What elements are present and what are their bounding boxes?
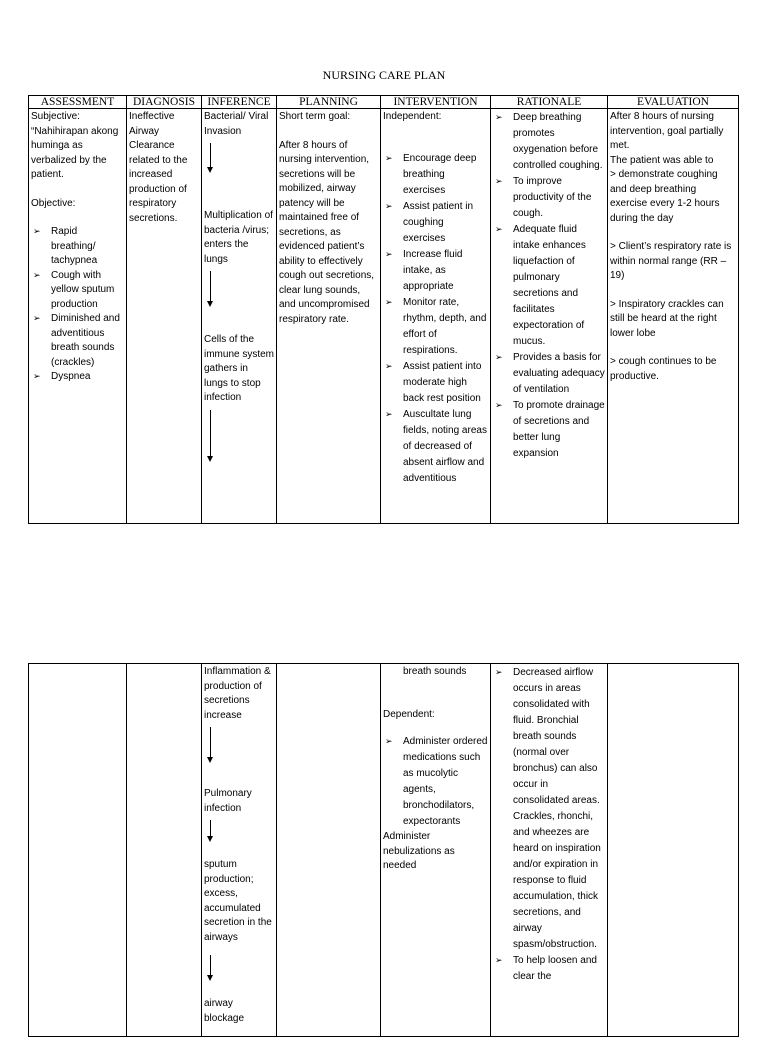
evaluation-point: > Client’s respiratory rate is within normal range (RR – 19)	[610, 241, 732, 281]
diagnosis-cell	[127, 664, 202, 1037]
list-item: ➢ To promote drainage of secretions and better lung expansion	[493, 398, 605, 462]
diagnosis-cell	[127, 109, 202, 524]
independent-label: Independent:	[383, 111, 442, 122]
list-item: ➢ Increase fluid intake, as appropriate	[383, 247, 488, 295]
inference-step: Multiplication of bacteria /virus; enters the lungs	[204, 210, 273, 265]
inference-cell	[202, 664, 277, 1037]
evaluation-cell	[608, 664, 739, 1037]
list-item: ➢ Rapid breathing/ tachypnea	[31, 225, 124, 269]
rationale-list	[493, 665, 605, 985]
list-item: ➢ Assist patient into moderate high back rest position	[383, 359, 488, 407]
objective-label: Objective:	[31, 197, 76, 209]
care-plan-table-page-1	[28, 95, 739, 524]
header-intervention: INTERVENTION	[381, 96, 491, 109]
list-item: ➢ Assist patient in coughing exercises	[383, 199, 488, 247]
inference-step: Bacterial/ Viral Invasion	[204, 111, 269, 137]
assessment-cell	[29, 664, 127, 1037]
care-plan-table-page-2	[28, 663, 739, 1037]
objective-list	[31, 225, 124, 385]
list-item: ➢ Cough with yellow sputum production	[31, 269, 124, 313]
down-arrow-icon	[206, 410, 216, 462]
list-item: ➢ To help loosen and clear the	[493, 953, 605, 985]
down-arrow-icon	[206, 727, 216, 763]
list-item: ➢ Provides a basis for evaluating adequacy of ventilation	[493, 350, 605, 398]
header-evaluation: EVALUATION	[608, 96, 739, 109]
inference-cell	[202, 109, 277, 524]
planning-cell	[277, 109, 381, 524]
plan-row	[29, 109, 739, 524]
intervention-list	[383, 151, 488, 487]
rationale-list	[493, 110, 605, 462]
header-planning: PLANNING	[277, 96, 381, 109]
header-inference: INFERENCE	[202, 96, 277, 109]
inference-step: Inflammation & production of secretions increase	[204, 666, 271, 721]
evaluation-point: > cough continues to be productive.	[610, 356, 717, 382]
list-item: ➢ Deep breathing promotes oxygenation before controlled coughing.	[493, 110, 605, 174]
evaluation-intro: After 8 hours of nursing intervention, goal partially met.	[610, 111, 724, 151]
evaluation-point: > demonstrate coughing and deep breathing exercise every 1-2 hours during the day	[610, 169, 720, 224]
down-arrow-icon	[206, 271, 216, 307]
inference-step: sputum production; excess, accumulated secretion in the airways	[204, 859, 272, 943]
list-item: ➢ Encourage deep breathing exercises	[383, 151, 488, 199]
list-item: ➢ Diminished and adventitious breath sounds (crackles)	[31, 312, 124, 370]
down-arrow-icon	[206, 820, 216, 842]
dependent-label: Dependent:	[383, 708, 435, 720]
plan-row	[29, 664, 739, 1037]
subjective-label: Subjective:	[31, 111, 80, 122]
page-title: NURSING CARE PLAN	[322, 68, 446, 82]
rationale-cell	[491, 109, 608, 524]
assessment-cell	[29, 109, 127, 524]
dependent-list	[383, 734, 488, 830]
goal-label: Short term goal:	[279, 111, 351, 122]
list-item: ➢ Administer ordered medications such as mucolytic agents, bronchodilators, expectorants	[383, 734, 488, 830]
intervention-cell	[381, 664, 491, 1037]
list-item: ➢ Auscultate lung fields, noting areas of decreased of absent airflow and adventitious	[383, 407, 488, 487]
header-assessment: ASSESSMENT	[29, 96, 127, 109]
header-diagnosis: DIAGNOSIS	[127, 96, 202, 109]
list-item: ➢ Decreased airflow occurs in areas consolidated with fluid. Bronchial breath sounds (normal over bronchus) can also occur in consolidated areas. Crackles, rhonchi, and wheezes are heard on inspiration and/or expiration in response to fluid accumulation, thick secretions, and airway spasm/obstruction.	[493, 665, 605, 953]
list-item: ➢ Monitor rate, rhythm, depth, and effort of respirations.	[383, 295, 488, 359]
inference-step: airway blockage	[204, 998, 245, 1024]
down-arrow-icon	[206, 955, 216, 981]
header-rationale: RATIONALE	[491, 96, 608, 109]
planning-cell	[277, 664, 381, 1037]
intervention-cell	[381, 109, 491, 524]
evaluation-cell	[608, 109, 739, 524]
rationale-cell	[491, 664, 608, 1037]
list-item: ➢ Dyspnea	[31, 370, 124, 385]
subjective-text: “Nahihirapan akong huminga as verbalized by the patient.	[31, 125, 119, 180]
header-row	[29, 96, 739, 109]
list-item: ➢ To improve productivity of the cough.	[493, 174, 605, 222]
goal-text: After 8 hours of nursing intervention, secretions will be mobilized, airway patency will be maintained free of secretions, as evidenced patient’s ability to effectively cough out secretions, clear lung sounds, and uncompromised respiratory rate.	[279, 139, 375, 325]
intervention-extra: Administer nebulizations as needed	[383, 831, 455, 871]
inference-step: Cells of the immune system gathers in lungs to stop infection	[204, 334, 275, 403]
evaluation-point: > Inspiratory crackles can still be heard at the right lower lobe	[610, 298, 724, 339]
evaluation-able: The patient was able to	[610, 154, 714, 166]
inference-step: Pulmonary infection	[204, 788, 252, 814]
list-item: ➢ Adequate fluid intake enhances liquefaction of pulmonary secretions and facilitates expectoration of mucus.	[493, 222, 605, 350]
intervention-continued: breath sounds	[403, 666, 467, 677]
diagnosis-text: Ineffective Airway Clearance related to the increased production of respiratory secretions.	[129, 111, 188, 224]
down-arrow-icon	[206, 143, 216, 173]
